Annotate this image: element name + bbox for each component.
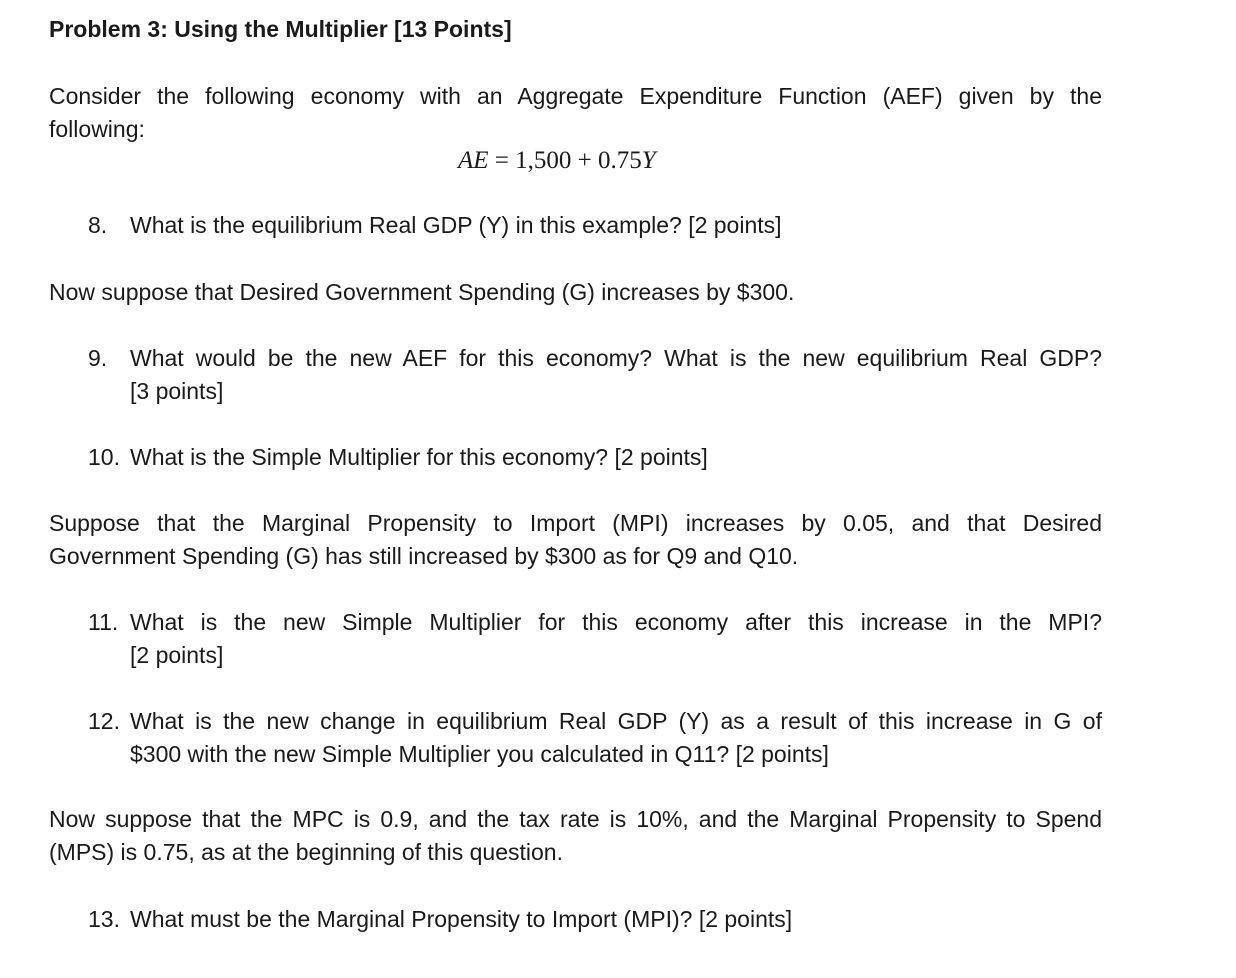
- question-text: What must be the Marginal Propensity to Import (MPI)? [2 points]: [130, 906, 793, 932]
- question-number: 12.: [88, 708, 120, 734]
- question-line-1: What would be the new AEF for this economy? What is the new equilibrium Real GDP?: [130, 345, 1102, 371]
- equation-lhs: AE: [458, 147, 489, 174]
- question-10: [88, 441, 1102, 474]
- question-number: 9.: [88, 345, 108, 371]
- intro-paragraph: [49, 80, 1102, 146]
- question-line-1: What is the new Simple Multiplier for this economy after this increase in the MPI?: [130, 609, 1102, 635]
- question-number: 13.: [88, 906, 120, 932]
- aef-equation: [458, 146, 656, 176]
- question-text: What is the Simple Multiplier for this economy? [2 points]: [130, 444, 708, 470]
- paragraph-line-1: Suppose that the Marginal Propensity to Import (MPI) increases by 0.05, and that Desired: [49, 510, 1102, 536]
- paragraph-line-2: (MPS) is 0.75, as at the beginning of this question.: [49, 839, 563, 865]
- equation-rhs-variable: Y: [641, 147, 656, 174]
- question-line-2: $300 with the new Simple Multiplier you calculated in Q11? [2 points]: [130, 741, 829, 767]
- paragraph-text: Now suppose that Desired Government Spending (G) increases by $300.: [49, 279, 795, 305]
- paragraph-line-1: Now suppose that the MPC is 0.9, and the tax rate is 10%, and the Marginal Propensity to Spend: [49, 806, 1102, 832]
- question-number: 8.: [88, 212, 108, 238]
- question-line-2: [2 points]: [130, 642, 224, 668]
- question-9: [88, 342, 1102, 408]
- question-8: [88, 209, 1102, 242]
- mpc-paragraph: [49, 803, 1102, 869]
- paragraph-line-2: Government Spending (G) has still increased by $300 as for Q9 and Q10.: [49, 543, 799, 569]
- question-11: [88, 606, 1102, 672]
- question-number: 10.: [88, 444, 120, 470]
- question-line-2: [3 points]: [130, 378, 224, 404]
- question-text: What is the equilibrium Real GDP (Y) in this example? [2 points]: [130, 212, 782, 238]
- intro-line-1: Consider the following economy with an Aggregate Expenditure Function (AEF) given by the: [49, 83, 1102, 109]
- intro-line-2: following:: [49, 116, 145, 142]
- government-spending-paragraph: [49, 276, 1102, 309]
- mpi-paragraph: [49, 507, 1102, 573]
- question-13: [88, 903, 1102, 936]
- question-12: [88, 705, 1102, 771]
- equation-equals: =: [488, 147, 516, 174]
- problem-title: Problem 3: Using the Multiplier [13 Points]: [49, 16, 512, 42]
- equation-rhs-constant: 1,500 + 0.75: [515, 147, 642, 174]
- question-line-1: What is the new change in equilibrium Real GDP (Y) as a result of this increase in G of: [130, 708, 1102, 734]
- question-number: 11.: [88, 609, 119, 635]
